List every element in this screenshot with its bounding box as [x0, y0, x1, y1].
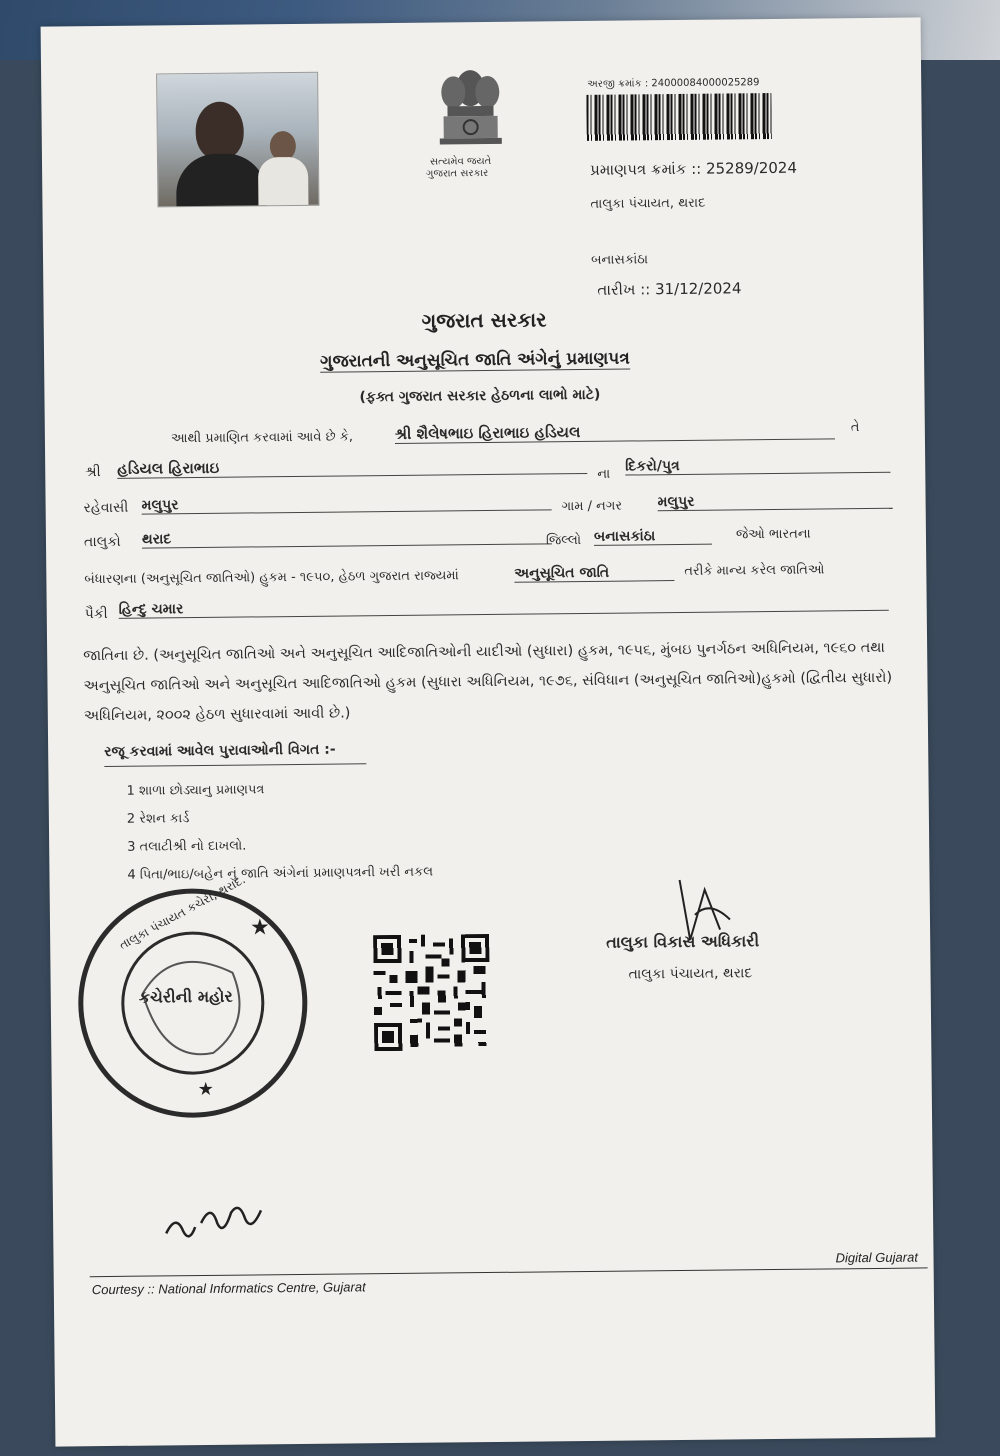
certificate-subtitle: (ફક્ત ગુજરાત સરકાર હેઠળના લાભો માટે): [359, 386, 601, 406]
line2-mid: ના: [597, 466, 611, 482]
footer-digital-gujarat: Digital Gujarat: [835, 1249, 918, 1266]
qr-code[interactable]: [373, 934, 490, 1051]
legal-paragraph-line: અધિનિયમ, ૨૦૦૨ હેઠળ સુધારવામાં આવી છે.): [83, 705, 351, 725]
evidence-item: 2 રેશન કાર્ડ: [126, 811, 190, 827]
svg-text:★: ★: [197, 1078, 214, 1101]
evidence-item: 3 તલાટીશ્રી નો દાખલો.: [127, 838, 247, 855]
line2-prefix: શ્રી: [85, 464, 101, 481]
footer-courtesy: Courtesy :: National Informatics Centre, Gujarat: [91, 1279, 366, 1298]
father-name: હડિયલ હિરાભાઇ: [117, 455, 587, 479]
village-label: ગામ / નગર: [561, 498, 623, 515]
signatory-title: તાલુકા વિકાસ અધિકારી: [606, 931, 760, 952]
issue-date: તારીખ :: 31/12/2024: [597, 279, 742, 299]
evidence-item: 1 શાળા છોડ્યાનુ પ્રમાણપત્ર: [126, 782, 265, 799]
emblem-caption-2: ગુજરાત સરકાર: [426, 167, 489, 180]
taluka-label: તાલુકો: [83, 533, 121, 551]
relation-value: દિકરો/પુત્ર: [625, 456, 890, 476]
evidence-heading: રજૂ કરવામાં આવેલ પુરાવાઓની વિગત :-: [104, 741, 366, 767]
office-seal-stamp: [72, 872, 315, 1125]
village-value: મલુપુર: [658, 492, 893, 511]
line1-suffix: તે: [850, 420, 860, 436]
district-name: બનાસકાંઠા: [590, 252, 649, 268]
line4-suffix: જેઓ ભારતના: [735, 526, 811, 543]
state-emblem-icon: [425, 58, 516, 179]
government-heading: ગુજરાત સરકાર: [421, 307, 547, 333]
footer-divider: [90, 1267, 928, 1277]
certificate-number: પ્રમાણપત્ર ક્રમાંક :: 25289/2024: [590, 158, 798, 179]
signatory-office: તાલુકા પંચાયત, થરાદ: [628, 965, 753, 983]
district-label: જિલ્લો: [545, 533, 582, 549]
line5-suffix: તરીકે માન્ય કરેલ જાતિઓ: [684, 562, 825, 579]
residence-value: મલુપુર: [142, 493, 552, 514]
handwritten-initials: [161, 1192, 282, 1253]
stamp-ring-text: તાલુકા પંચાયત કચેરી, થરાદ.: [116, 872, 248, 953]
applicant-name: શ્રી શૈલેષભાઇ હિરાભાઇ હડિયલ: [395, 420, 835, 444]
line5-prefix: બંધારણના (અનુસૂચિત જાતિઓ) હુકમ - ૧૯૫૦, હેઠળ ગુજરાત રાજ્યમાં: [84, 568, 459, 588]
svg-text:★: ★: [249, 915, 270, 941]
certificate-title: ગુજરાતની અનુસૂચિત જાતિ અંગેનું પ્રમાણપત્ર: [320, 348, 630, 372]
stamp-center-text: કચેરીની મહોર: [138, 986, 233, 1007]
residence-label: રહેવાસી: [83, 499, 129, 517]
legal-paragraph-line: અનુસૂચિત જાતિઓ અને અનુસૂચિત આદિજાતિઓ હુકમ (સુધારા અધિનિયમ, ૧૯૭૬, સંવિધાન (અનુસૂચિત જાતિઓ)હુકમો (દ્વિતીય સુધારો): [83, 669, 893, 695]
applicant-photo: [156, 72, 319, 208]
district-value: બનાસકાંઠા: [594, 528, 712, 546]
issuer-office: તાલુકા પંચાયત, થરાદ: [590, 195, 706, 212]
emblem-caption-1: સત્યમેવ જયતે: [429, 155, 492, 168]
taluka-value: થરાદ: [142, 527, 552, 548]
category-value: અનુસૂચિત જાતિ: [514, 564, 674, 583]
line1-prefix: આથી પ્રમાણિત કરવામાં આવે છે કે,: [170, 429, 354, 447]
barcode-number: અરજી ક્રમાંક : 24000084000025289: [587, 77, 760, 90]
caste-value: હિન્દુ ચમાર: [119, 594, 889, 619]
evidence-item: 4 પિતા/ભાઇ/બહેન નું જાતિ અંગેનાં પ્રમાણપત્રની ખરી નકલ: [127, 864, 434, 883]
barcode: [586, 93, 771, 141]
legal-paragraph-line: જાતિના છે. (અનુસૂચિત જાતિઓ અને અનુસૂચિત આદિજાતિઓની યાદીઓ (સુધારા) હુકમ, ૧૯૫૬, મુંબઇ પુનર્ગઠન અધિનિયમ, ૧૯૬૦ તથા: [83, 639, 886, 665]
line6-prefix: પૈકી: [84, 605, 108, 623]
certificate-page: [41, 17, 936, 1446]
